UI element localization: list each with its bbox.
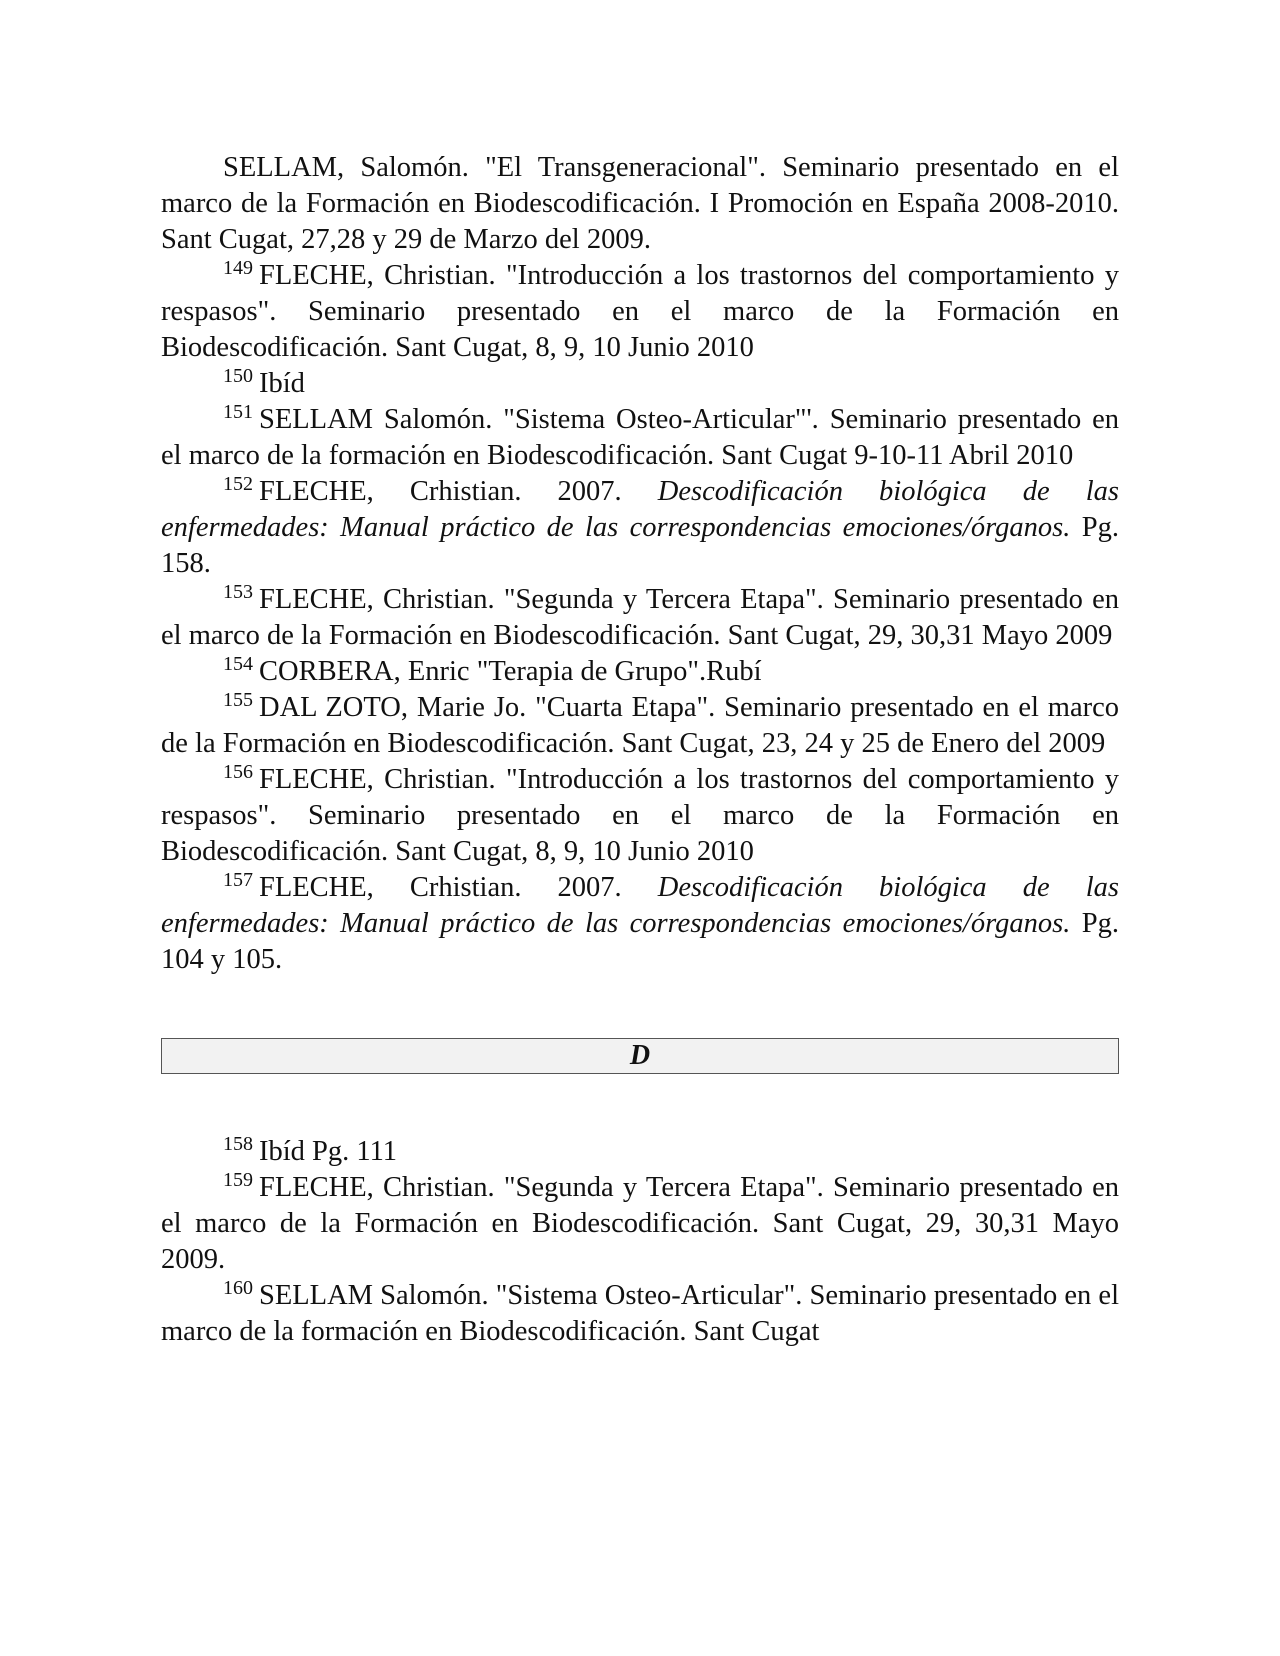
section-letter-bar (161, 1038, 1119, 1074)
footnote (161, 870, 1119, 978)
footnotes-top (161, 150, 1119, 978)
footnote-text: SELLAM Salomón. "Sistema Osteo-Articular". Seminario presentado en el marco de la formación en Biodescodificación. Sant Cugat (161, 1280, 1119, 1347)
footnote (161, 150, 1119, 258)
footnote-number: 159 (223, 1169, 253, 1191)
footnote-page-ref: Pg. 104 y 105. (161, 908, 1119, 975)
footnote (161, 1134, 1119, 1170)
footnote-text: Ibíd Pg. 111 (259, 1136, 398, 1167)
footnote-number: 160 (223, 1277, 253, 1299)
footnote-text: SELLAM Salomón. "Sistema Osteo-Articular"'. Seminario presentado en el marco de la formación en Biodescodificación. Sant Cugat 9-10-11 Abril 2010 (161, 404, 1119, 471)
footnote-book-title: Descodificación biológica de las enfermedades: Manual práctico de las correspondencias emociones/órganos. (161, 476, 1119, 543)
footnote-number: 151 (223, 401, 253, 423)
footnote (161, 402, 1119, 474)
footnote (161, 582, 1119, 654)
section-letter: D (629, 1040, 651, 1071)
footnote-book-title: Descodificación biológica de las enfermedades: Manual práctico de las correspondencias emociones/órganos. (161, 872, 1119, 939)
footnote-text: FLECHE, Crhistian. 2007. (259, 872, 658, 903)
footnotes-bottom (161, 1134, 1119, 1350)
footnote-text: FLECHE, Christian. "Segunda y Tercera Etapa". Seminario presentado en el marco de la Formación en Biodescodificación. Sant Cugat, 29, 30,31 Mayo 2009 (161, 584, 1119, 651)
footnote-text: DAL ZOTO, Marie Jo. "Cuarta Etapa". Seminario presentado en el marco de la Formación en Biodescodificación. Sant Cugat, 23, 24 y 25 de Enero del 2009 (161, 692, 1119, 759)
footnote-number: 154 (223, 653, 253, 675)
footnote-text: SELLAM, Salomón. "El Transgeneracional". Seminario presentado en el marco de la Formación en Biodescodificación. I Promoción en España 2008-2010. Sant Cugat, 27,28 y 29 de Marzo del 2009. (161, 152, 1119, 255)
footnote-number: 150 (223, 365, 253, 387)
footnote-number: 156 (223, 761, 253, 783)
footnote-number: 153 (223, 581, 253, 603)
footnote-number: 158 (223, 1133, 253, 1155)
document-page (161, 150, 1119, 1350)
footnote (161, 762, 1119, 870)
footnote (161, 366, 1119, 402)
footnote-text: FLECHE, Crhistian. 2007. (259, 476, 658, 507)
footnote-number: 152 (223, 473, 253, 495)
footnote (161, 1278, 1119, 1350)
footnote-number: 149 (223, 257, 253, 279)
footnote (161, 258, 1119, 366)
footnote (161, 654, 1119, 690)
footnote-text: FLECHE, Christian. "Introducción a los trastornos del comportamiento y respasos". Seminario presentado en el marco de la Formación en Biodescodificación. Sant Cugat, 8, 9, 10 Junio 2010 (161, 764, 1119, 867)
footnote-text: FLECHE, Christian. "Segunda y Tercera Etapa". Seminario presentado en el marco de la Formación en Biodescodificación. Sant Cugat, 29, 30,31 Mayo 2009. (161, 1172, 1119, 1275)
footnote-number: 155 (223, 689, 253, 711)
footnote-text: FLECHE, Christian. "Introducción a los trastornos del comportamiento y respasos". Seminario presentado en el marco de la Formación en Biodescodificación. Sant Cugat, 8, 9, 10 Junio 2010 (161, 260, 1119, 363)
footnote-number: 157 (223, 869, 253, 891)
footnote-page-ref: Pg. 158. (161, 512, 1119, 579)
footnote-text: Ibíd (259, 368, 305, 399)
footnote (161, 474, 1119, 582)
footnote (161, 690, 1119, 762)
footnote (161, 1170, 1119, 1278)
footnote-text: CORBERA, Enric "Terapia de Grupo".Rubí (259, 656, 762, 687)
